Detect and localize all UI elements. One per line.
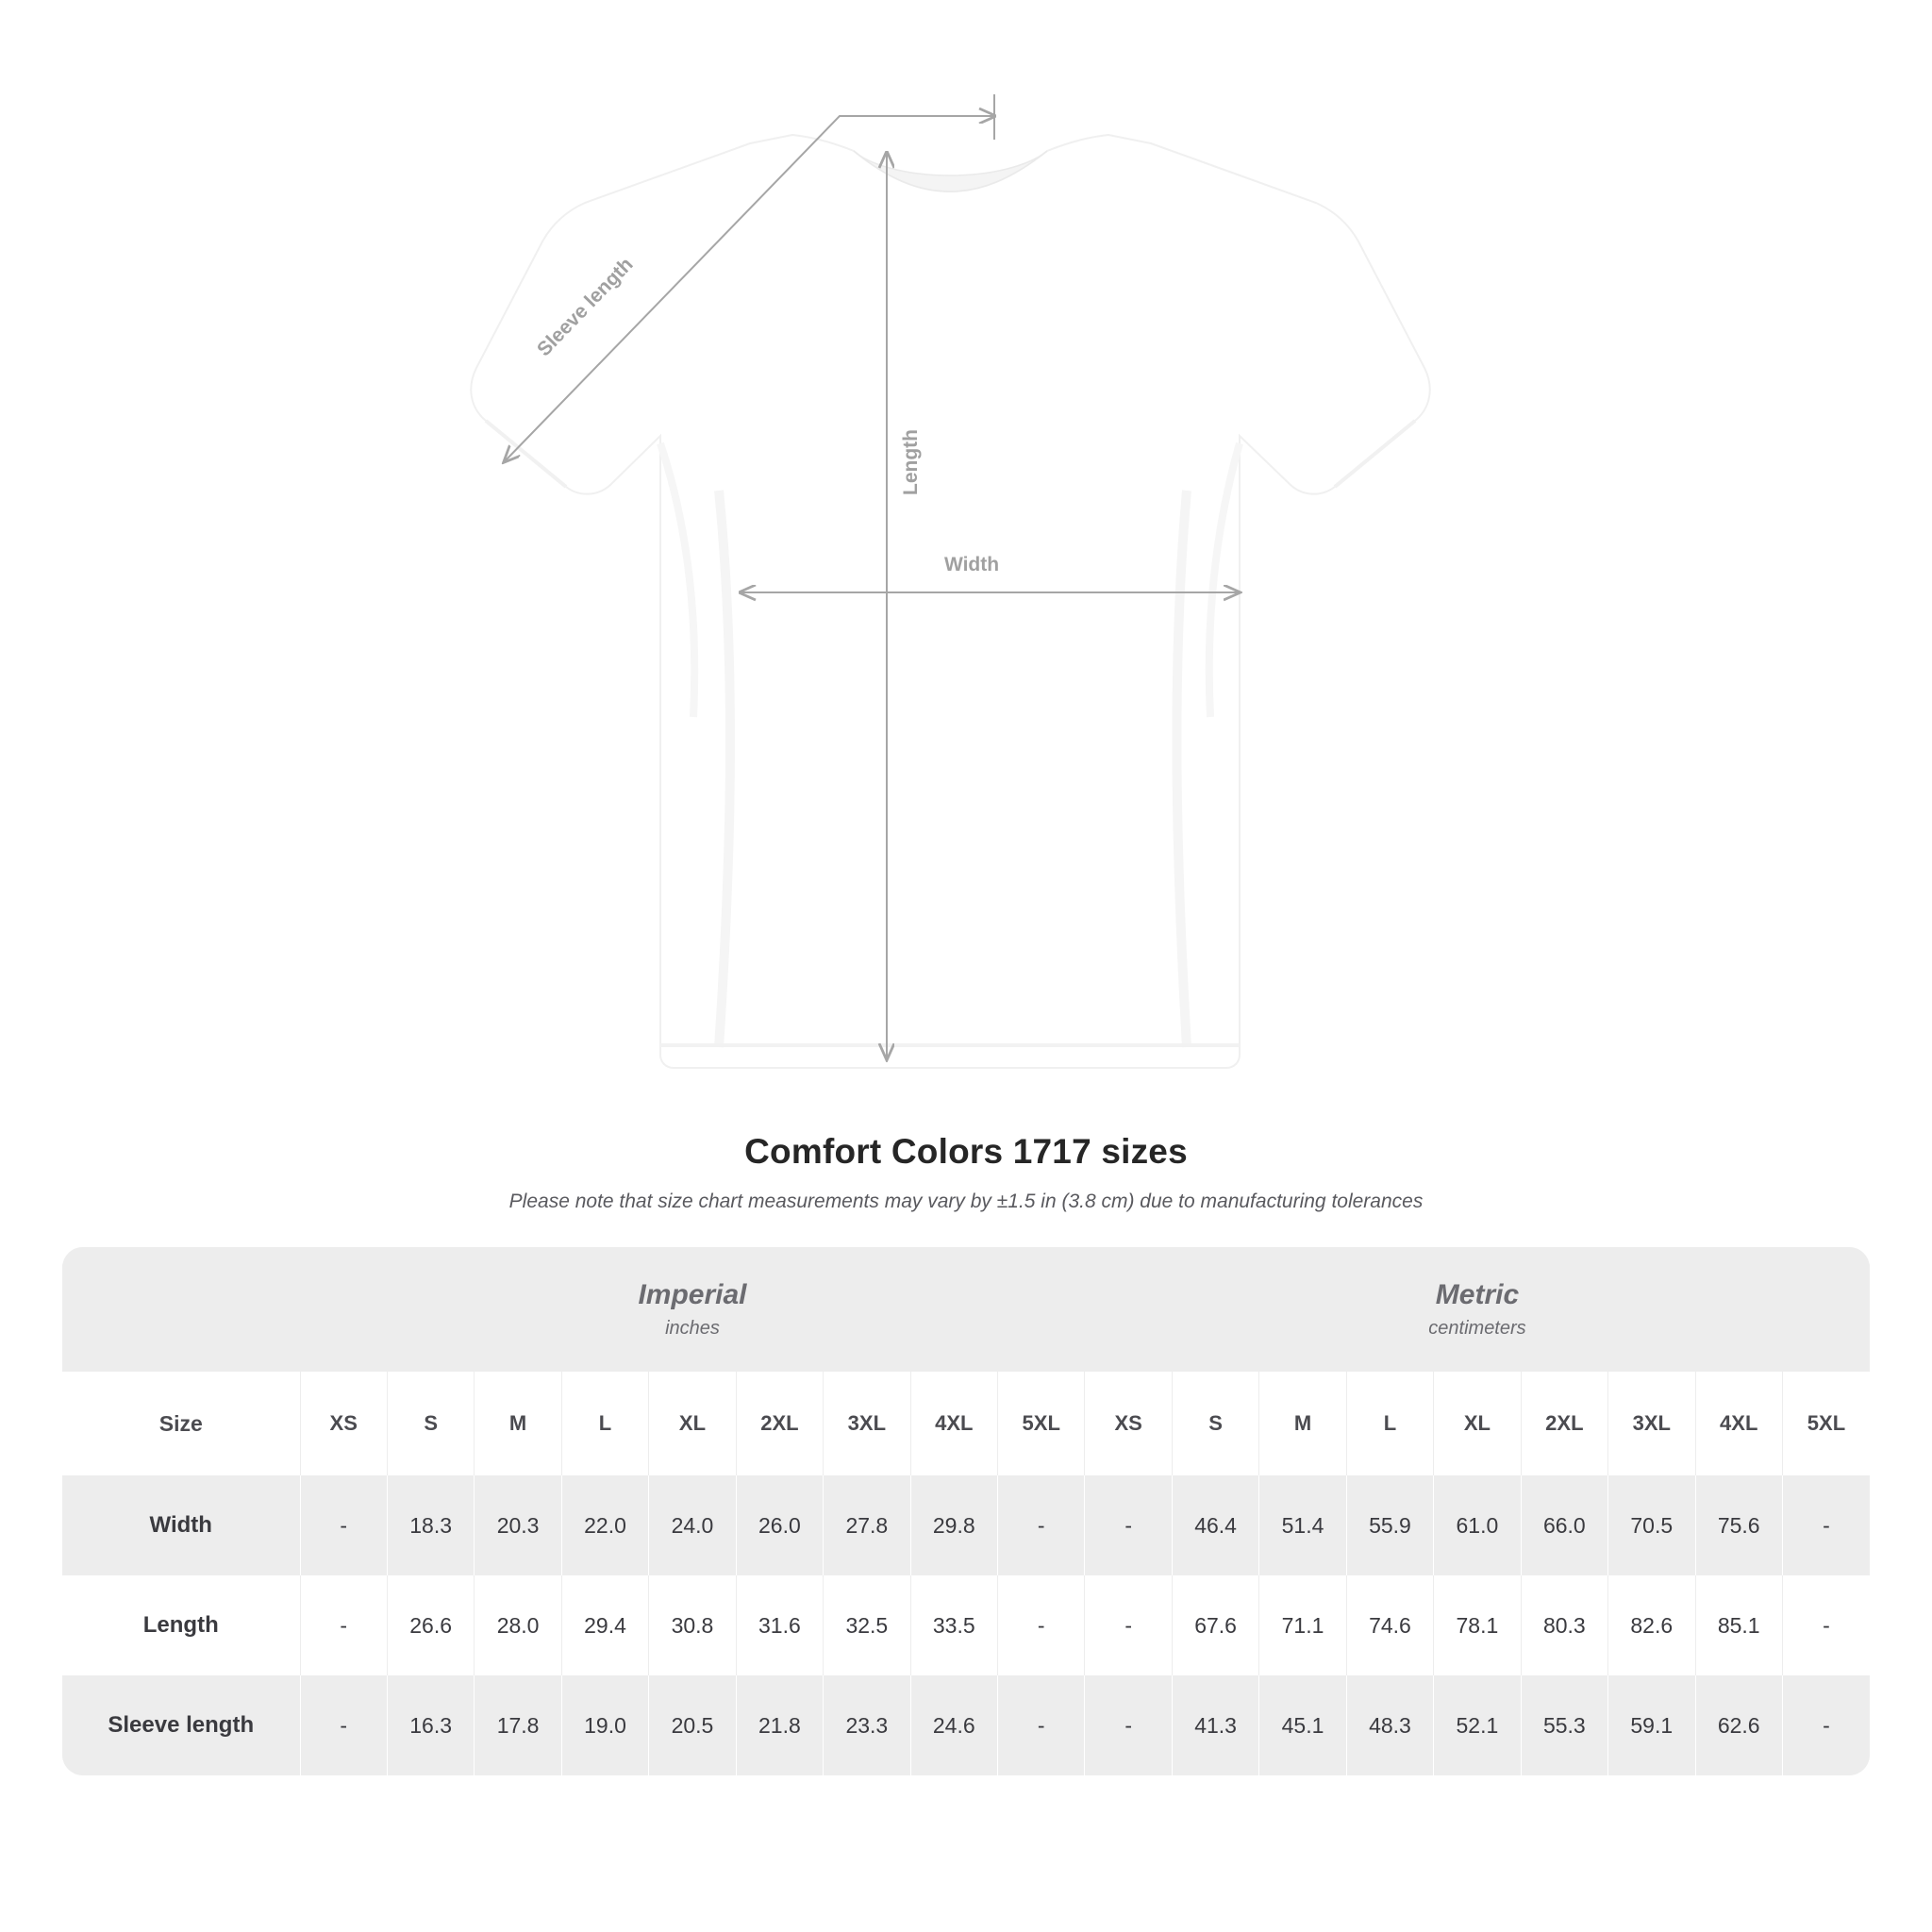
cell-length-8: - xyxy=(998,1575,1085,1675)
header-size-label: Size xyxy=(62,1372,300,1475)
title-block xyxy=(0,1132,1932,1213)
header-size-1: S xyxy=(387,1372,474,1475)
header-size-11: M xyxy=(1259,1372,1346,1475)
row-label-length: Length xyxy=(62,1575,300,1675)
cell-sleeve-1: 16.3 xyxy=(387,1675,474,1775)
header-size-0: XS xyxy=(300,1372,387,1475)
size-header-row xyxy=(62,1372,1870,1475)
row-label-sleeve-length: Sleeve length xyxy=(62,1675,300,1775)
cell-width-5: 26.0 xyxy=(736,1475,823,1575)
cell-length-12: 74.6 xyxy=(1346,1575,1433,1675)
cell-sleeve-3: 19.0 xyxy=(561,1675,648,1775)
unit-name-imperial: Imperial xyxy=(638,1279,747,1311)
cell-length-17: - xyxy=(1782,1575,1870,1675)
cell-length-15: 82.6 xyxy=(1608,1575,1695,1675)
unit-sub-metric: centimeters xyxy=(1428,1317,1526,1339)
cell-width-3: 22.0 xyxy=(561,1475,648,1575)
header-size-7: 4XL xyxy=(910,1372,997,1475)
cell-sleeve-5: 21.8 xyxy=(736,1675,823,1775)
table-row xyxy=(62,1575,1870,1675)
cell-width-17: - xyxy=(1782,1475,1870,1575)
cell-sleeve-4: 20.5 xyxy=(649,1675,736,1775)
header-size-4: XL xyxy=(649,1372,736,1475)
header-size-9: XS xyxy=(1085,1372,1172,1475)
cell-sleeve-10: 41.3 xyxy=(1172,1675,1258,1775)
header-size-16: 4XL xyxy=(1695,1372,1782,1475)
cell-sleeve-6: 23.3 xyxy=(824,1675,910,1775)
label-sleeve-length: Sleeve length xyxy=(533,253,638,361)
header-size-2: M xyxy=(475,1372,561,1475)
size-table-container xyxy=(62,1247,1870,1775)
table-row xyxy=(62,1475,1870,1575)
label-length: Length xyxy=(900,429,922,495)
header-size-8: 5XL xyxy=(998,1372,1085,1475)
header-size-15: 3XL xyxy=(1608,1372,1695,1475)
cell-width-7: 29.8 xyxy=(910,1475,997,1575)
cell-length-1: 26.6 xyxy=(387,1575,474,1675)
cell-width-10: 46.4 xyxy=(1172,1475,1258,1575)
cell-sleeve-12: 48.3 xyxy=(1346,1675,1433,1775)
row-label-width: Width xyxy=(62,1475,300,1575)
cell-length-0: - xyxy=(300,1575,387,1675)
cell-length-9: - xyxy=(1085,1575,1172,1675)
cell-width-15: 70.5 xyxy=(1608,1475,1695,1575)
header-size-3: L xyxy=(561,1372,648,1475)
cell-length-13: 78.1 xyxy=(1434,1575,1521,1675)
cell-length-5: 31.6 xyxy=(736,1575,823,1675)
cell-length-7: 33.5 xyxy=(910,1575,997,1675)
cell-width-14: 66.0 xyxy=(1521,1475,1607,1575)
cell-width-9: - xyxy=(1085,1475,1172,1575)
chart-note: Please note that size chart measurements may vary by ±1.5 in (3.8 cm) due to manufacturing tolerances xyxy=(508,1191,1424,1212)
cell-sleeve-13: 52.1 xyxy=(1434,1675,1521,1775)
chart-title: Comfort Colors 1717 sizes xyxy=(744,1132,1188,1171)
cell-width-8: - xyxy=(998,1475,1085,1575)
cell-width-16: 75.6 xyxy=(1695,1475,1782,1575)
cell-width-6: 27.8 xyxy=(824,1475,910,1575)
header-size-17: 5XL xyxy=(1782,1372,1870,1475)
unit-cell-metric xyxy=(1085,1247,1870,1372)
header-size-14: 2XL xyxy=(1521,1372,1607,1475)
cell-length-16: 85.1 xyxy=(1695,1575,1782,1675)
header-size-12: L xyxy=(1346,1372,1433,1475)
unit-sub-imperial: inches xyxy=(665,1317,720,1339)
cell-width-11: 51.4 xyxy=(1259,1475,1346,1575)
unit-cell-imperial xyxy=(300,1247,1085,1372)
cell-sleeve-9: - xyxy=(1085,1675,1172,1775)
cell-sleeve-14: 55.3 xyxy=(1521,1675,1607,1775)
cell-sleeve-11: 45.1 xyxy=(1259,1675,1346,1775)
size-table xyxy=(62,1247,1870,1775)
label-width: Width xyxy=(943,554,1000,575)
cell-width-13: 61.0 xyxy=(1434,1475,1521,1575)
cell-length-6: 32.5 xyxy=(824,1575,910,1675)
cell-length-10: 67.6 xyxy=(1172,1575,1258,1675)
cell-width-0: - xyxy=(300,1475,387,1575)
table-row xyxy=(62,1675,1870,1775)
unit-header-row xyxy=(62,1247,1870,1372)
header-size-6: 3XL xyxy=(824,1372,910,1475)
cell-sleeve-7: 24.6 xyxy=(910,1675,997,1775)
cell-sleeve-15: 59.1 xyxy=(1608,1675,1695,1775)
cell-length-14: 80.3 xyxy=(1521,1575,1607,1675)
cell-sleeve-16: 62.6 xyxy=(1695,1675,1782,1775)
cell-width-2: 20.3 xyxy=(475,1475,561,1575)
cell-sleeve-17: - xyxy=(1782,1675,1870,1775)
header-size-13: XL xyxy=(1434,1372,1521,1475)
unit-name-metric: Metric xyxy=(1435,1279,1520,1311)
header-size-5: 2XL xyxy=(736,1372,823,1475)
header-size-10: S xyxy=(1172,1372,1258,1475)
cell-width-12: 55.9 xyxy=(1346,1475,1433,1575)
unit-spacer-cell xyxy=(62,1247,300,1372)
cell-length-4: 30.8 xyxy=(649,1575,736,1675)
cell-sleeve-2: 17.8 xyxy=(475,1675,561,1775)
cell-length-2: 28.0 xyxy=(475,1575,561,1675)
cell-sleeve-8: - xyxy=(998,1675,1085,1775)
cell-sleeve-0: - xyxy=(300,1675,387,1775)
cell-width-4: 24.0 xyxy=(649,1475,736,1575)
cell-length-11: 71.1 xyxy=(1259,1575,1346,1675)
cell-length-3: 29.4 xyxy=(561,1575,648,1675)
cell-width-1: 18.3 xyxy=(387,1475,474,1575)
